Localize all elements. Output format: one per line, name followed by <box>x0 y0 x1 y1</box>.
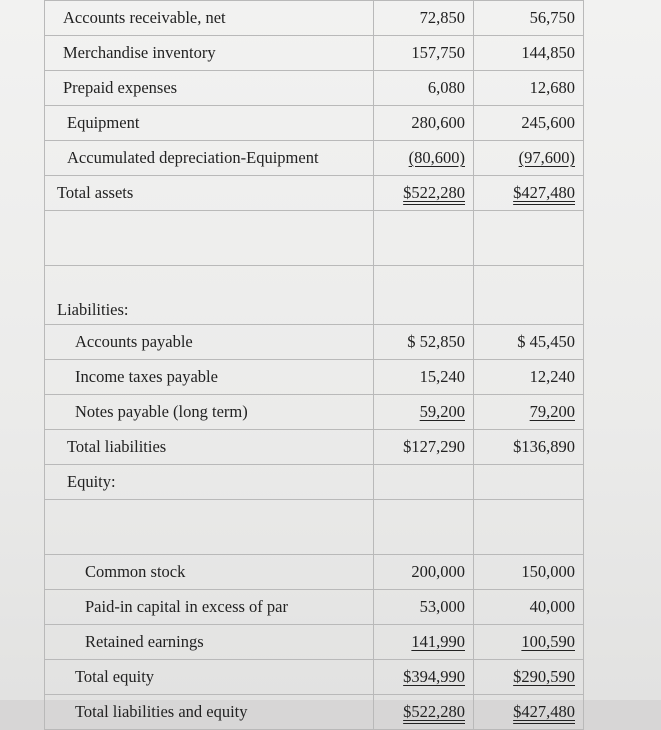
prior-year-value: 245,600 <box>474 106 584 141</box>
current-year-value: 53,000 <box>374 590 474 625</box>
liabilities-heading: Liabilities: <box>45 266 374 325</box>
current-year-value: $ 52,850 <box>374 325 474 360</box>
row-label: Total liabilities <box>45 430 374 465</box>
current-year-total: $127,290 <box>374 430 474 465</box>
total-row <box>45 430 584 465</box>
balance-sheet-table <box>44 0 584 730</box>
row-label: Accounts payable <box>45 325 374 360</box>
row-label: Equipment <box>45 106 374 141</box>
current-year-grand-total: $522,280 <box>403 702 465 721</box>
current-year-value: 200,000 <box>374 555 474 590</box>
table-row <box>45 71 584 106</box>
prior-year-total: $290,590 <box>513 667 575 686</box>
row-label: Paid-in capital in excess of par <box>45 590 374 625</box>
row-label: Total assets <box>45 176 374 211</box>
spacer-row <box>45 211 584 266</box>
current-year-value: 15,240 <box>374 360 474 395</box>
table-row <box>45 36 584 71</box>
prior-year-value: 56,750 <box>474 1 584 36</box>
spacer-row <box>45 500 584 555</box>
row-label: Notes payable (long term) <box>45 395 374 430</box>
row-label: Total equity <box>45 660 374 695</box>
row-label: Retained earnings <box>45 625 374 660</box>
table-row <box>45 590 584 625</box>
prior-year-value: 79,200 <box>529 402 575 421</box>
table-row <box>45 625 584 660</box>
current-year-value: 6,080 <box>374 71 474 106</box>
current-year-total: $522,280 <box>403 183 465 202</box>
table-row <box>45 325 584 360</box>
section-heading-row <box>45 465 584 500</box>
table-row <box>45 106 584 141</box>
current-year-value: 280,600 <box>374 106 474 141</box>
current-year-value: 72,850 <box>374 1 474 36</box>
current-year-total: $394,990 <box>403 667 465 686</box>
total-row <box>45 660 584 695</box>
prior-year-value: 40,000 <box>474 590 584 625</box>
prior-year-value: $ 45,450 <box>474 325 584 360</box>
prior-year-value: 12,240 <box>474 360 584 395</box>
row-label: Income taxes payable <box>45 360 374 395</box>
prior-year-value: 144,850 <box>474 36 584 71</box>
table-row <box>45 1 584 36</box>
current-year-value: 141,990 <box>411 632 465 651</box>
table-row <box>45 141 584 176</box>
table-row <box>45 555 584 590</box>
table-row <box>45 395 584 430</box>
current-year-value: 59,200 <box>419 402 465 421</box>
table-row <box>45 360 584 395</box>
prior-year-total: $136,890 <box>474 430 584 465</box>
prior-year-value: 12,680 <box>474 71 584 106</box>
equity-heading: Equity: <box>45 465 374 500</box>
prior-year-value: 150,000 <box>474 555 584 590</box>
prior-year-value: 100,590 <box>521 632 575 651</box>
current-year-value: 157,750 <box>374 36 474 71</box>
current-year-value: (80,600) <box>408 148 465 167</box>
row-label: Accounts receivable, net <box>45 1 374 36</box>
prior-year-total: $427,480 <box>513 183 575 202</box>
row-label: Prepaid expenses <box>45 71 374 106</box>
row-label: Total liabilities and equity <box>45 695 374 730</box>
prior-year-value: (97,600) <box>518 148 575 167</box>
row-label: Accumulated depreciation-Equipment <box>45 141 374 176</box>
prior-year-grand-total: $427,480 <box>513 702 575 721</box>
row-label: Common stock <box>45 555 374 590</box>
section-heading-row <box>45 266 584 325</box>
total-row <box>45 176 584 211</box>
row-label: Merchandise inventory <box>45 36 374 71</box>
